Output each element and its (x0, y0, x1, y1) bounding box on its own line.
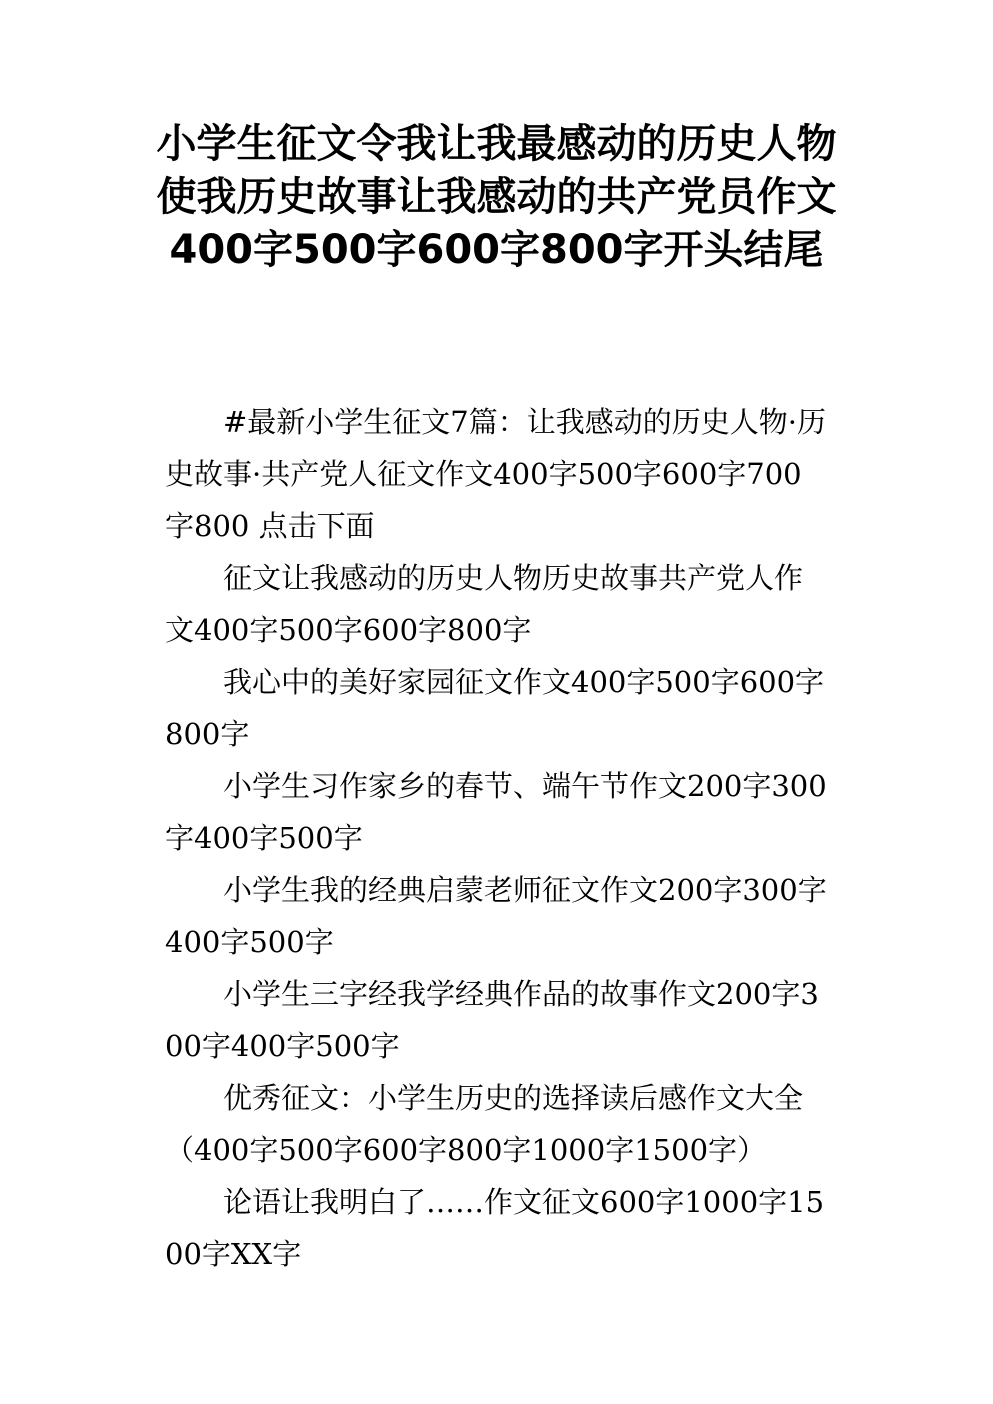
paragraph: 优秀征文：小学生历史的选择读后感作文大全（400字500字600字800字1000字1500字） (165, 1081, 804, 1167)
paragraph: 征文让我感动的历史人物历史故事共产党人作文400字500字600字800字 (165, 561, 804, 647)
paragraph: #最新小学生征文7篇：让我感动的历史人物·历史故事·共产党人征文作文400字500字600字700字800 点击下面 (165, 405, 826, 543)
document-body (165, 396, 830, 1280)
paragraph: 我心中的美好家园征文作文400字500字600字800字 (165, 665, 825, 751)
paragraph: 小学生三字经我学经典作品的故事作文200字300字400字500字 (165, 977, 819, 1063)
paragraph: 论语让我明白了……作文征文600字1000字1500字XX字 (165, 1185, 825, 1271)
document-title: 小学生征文令我让我最感动的历史人物使我历史故事让我感动的共产党员作文400字500字600字800字开头结尾 (156, 121, 837, 273)
paragraph: 小学生我的经典启蒙老师征文作文200字300字400字500字 (165, 873, 827, 959)
paragraph: 小学生习作家乡的春节、端午节作文200字300字400字500字 (165, 769, 827, 855)
